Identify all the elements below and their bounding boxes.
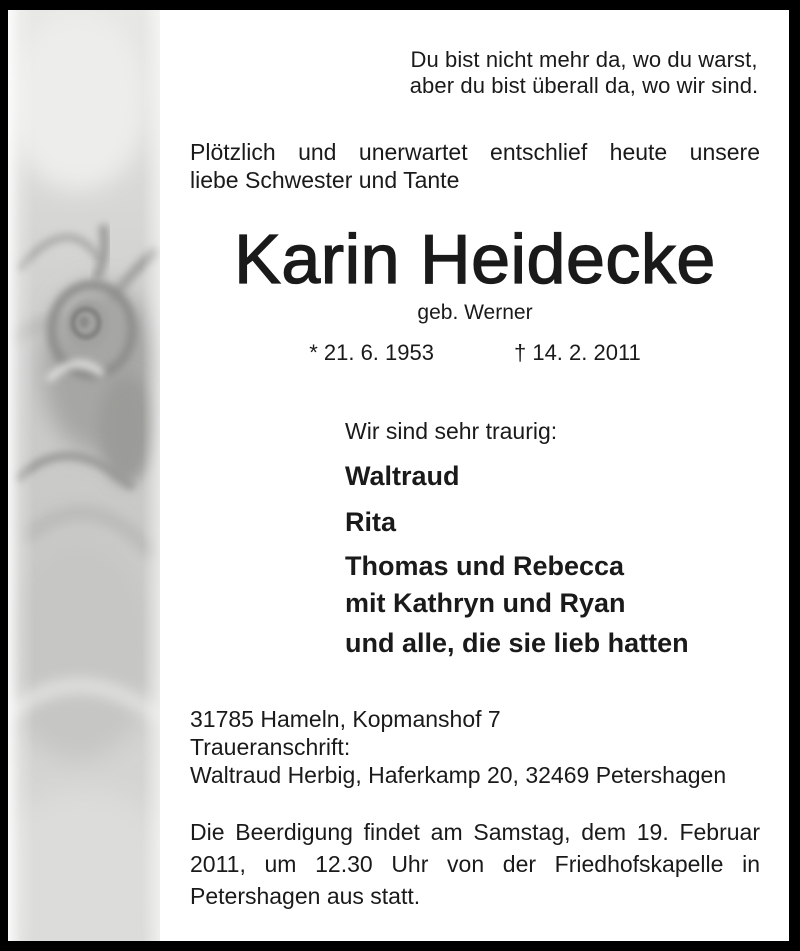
- mourner-name: mit Kathryn und Ryan: [345, 588, 626, 618]
- address-block: [190, 705, 760, 789]
- memorial-quote: [408, 47, 760, 99]
- address-line: 31785 Hameln, Kopmanshof 7: [190, 706, 501, 732]
- mourner-group: [345, 504, 760, 541]
- funeral-line: Petershagen aus statt.: [190, 883, 421, 909]
- life-dates: [190, 340, 760, 366]
- mourner-name: und alle, die sie lieb hatten: [345, 628, 689, 658]
- funeral-line: 2011, um 12.30 Uhr von der Friedhofskapelle in: [190, 851, 760, 877]
- address-line: Waltraud Herbig, Haferkamp 20, 32469 Petershagen: [190, 762, 727, 788]
- intro-line: liebe Schwester und Tante: [190, 167, 460, 193]
- mourning-section: [190, 417, 760, 662]
- address-line: Traueranschrift:: [190, 734, 351, 760]
- birth-date: * 21. 6. 1953: [309, 340, 434, 365]
- intro-line: Plötzlich und unerwartet entschlief heute unsere: [190, 139, 760, 165]
- notice-content: [160, 10, 789, 941]
- maiden-name: geb. Werner: [417, 301, 533, 324]
- memorial-quote-line: aber du bist überall da, wo wir sind.: [409, 73, 759, 98]
- death-date: † 14. 2. 2011: [513, 340, 641, 365]
- obituary-card: [8, 10, 789, 941]
- intro-text: [190, 138, 760, 194]
- mourner-group: [345, 548, 760, 622]
- mourning-intro: Wir sind sehr traurig:: [345, 418, 558, 444]
- rose-photo: [8, 10, 160, 941]
- deceased-name: Karin Heidecke: [234, 220, 716, 298]
- mourner-name: Waltraud: [345, 461, 460, 491]
- memorial-quote-line: Du bist nicht mehr da, wo du warst,: [410, 47, 758, 72]
- funeral-line: Die Beerdigung findet am Samstag, dem 19. Februar: [190, 819, 760, 845]
- mourner-name: Thomas und Rebecca: [345, 551, 625, 581]
- funeral-announcement: [190, 816, 760, 912]
- rose-photo-art: [8, 10, 160, 941]
- mourner-group: [345, 458, 760, 495]
- mourner-name: Rita: [345, 507, 397, 537]
- mourner-group: [345, 625, 760, 662]
